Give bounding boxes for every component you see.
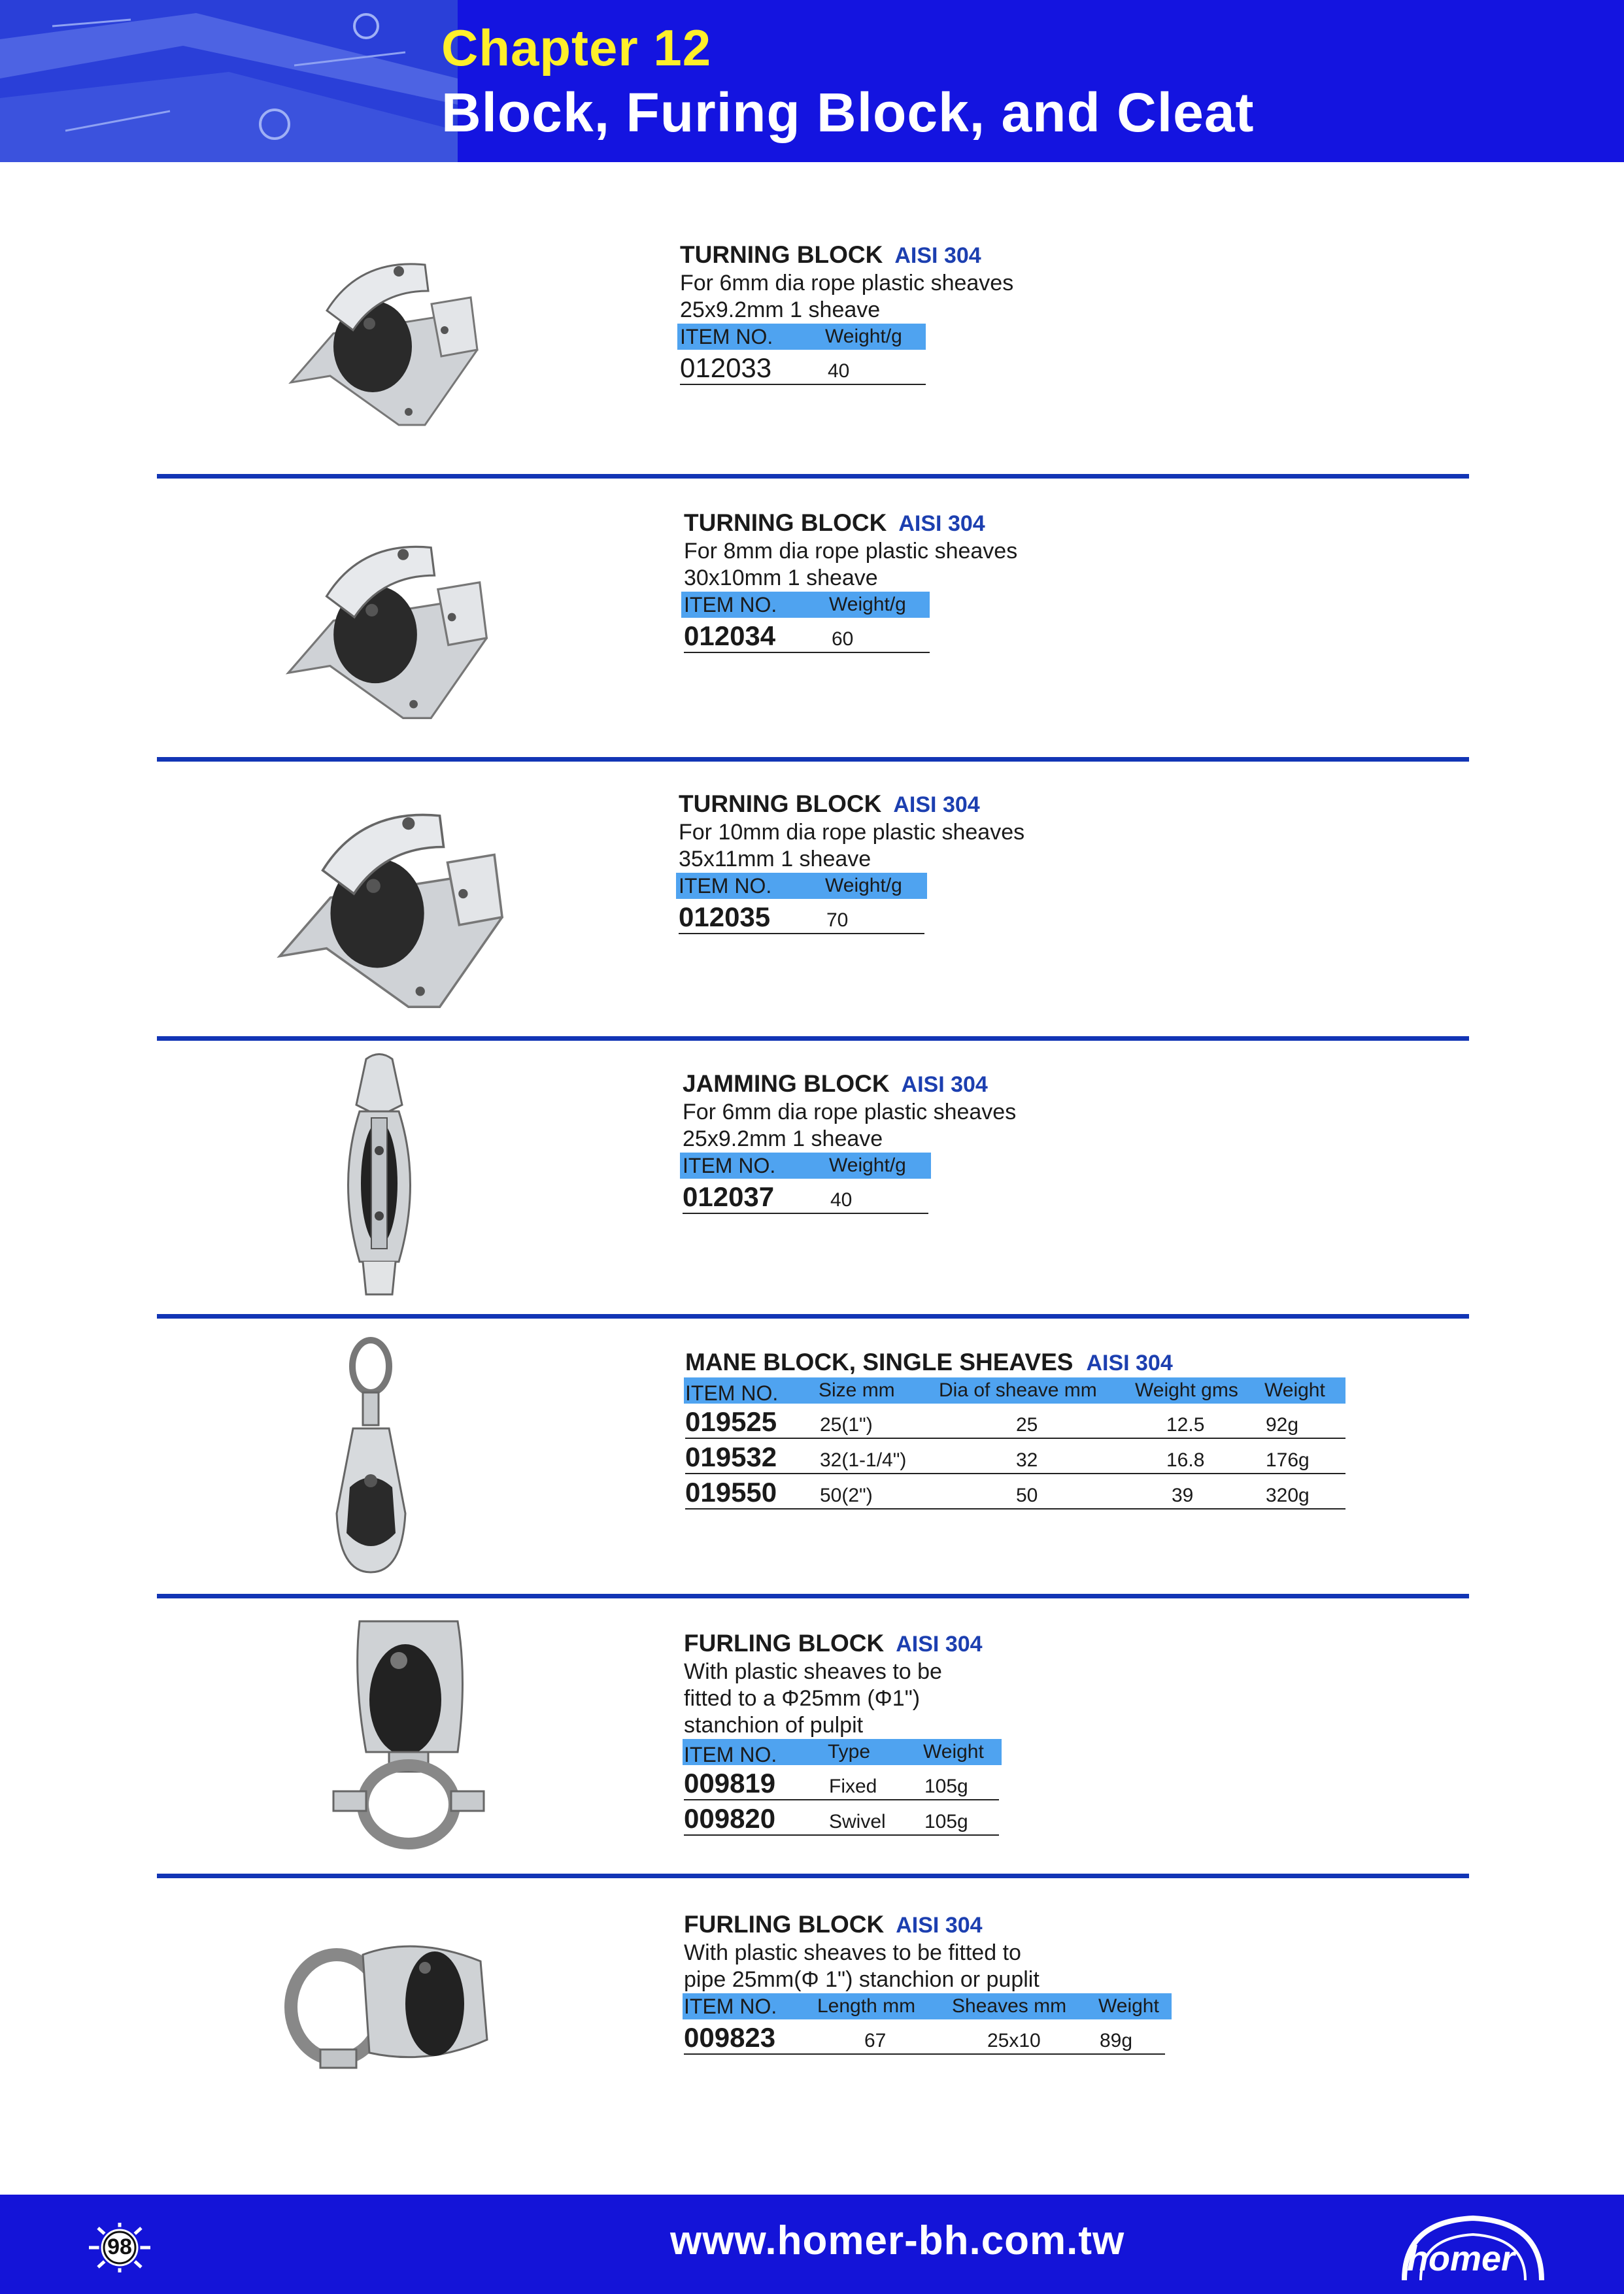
product-description: For 8mm dia rope plastic sheaves [684,539,1018,564]
product-furling-block-pipe [684,1910,1468,2055]
sheave-dia-cell: 50 [1016,1485,1038,1506]
product-description: fitted to a Φ25mm (Φ1") [684,1686,921,1711]
product-title: FURLING BLOCK [684,1911,885,1938]
size-cell: 25(1") [820,1414,873,1436]
table-row [684,2019,1165,2055]
item-number: 019532 [685,1442,777,1472]
material-label: AISI 304 [1086,1351,1173,1375]
material-label: AISI 304 [894,243,981,268]
column-header: Weight/g [829,1155,906,1176]
jamming-block-icon [340,1053,418,1301]
weight-cell: 40 [828,360,850,382]
column-header: ITEM NO. [683,1154,776,1177]
product-title: TURNING BLOCK [679,790,882,817]
turning-block-icon [281,252,484,428]
section-divider [157,757,1469,762]
weight-gms-cell: 39 [1172,1485,1194,1506]
table-row [683,1179,928,1214]
product-description: pipe 25mm(Φ 1") stanchion or puplit [684,1967,1040,1992]
sheave-dia-cell: 25 [1016,1414,1038,1436]
column-header: ITEM NO. [684,1743,777,1766]
chart-drawing-decoration [0,0,458,162]
item-number: 019550 [685,1477,777,1508]
material-label: AISI 304 [898,511,985,536]
website-link[interactable]: www.homer-bh.com.tw [670,2218,1125,2263]
material-label: AISI 304 [896,1632,983,1657]
table-row [684,1800,999,1836]
product-description: With plastic sheaves to be fitted to [684,1940,1021,1965]
product-description: 35x11mm 1 sheave [679,847,871,871]
product-furling-block-stanchion [684,1629,1468,1836]
sheave-dia-cell: 32 [1016,1449,1038,1471]
weight-cell: 40 [830,1189,853,1211]
product-description: 30x10mm 1 sheave [684,565,878,590]
table-header [684,1377,1345,1404]
table-header [681,592,930,618]
product-mane-block [685,1348,1470,1510]
column-header: Type [828,1741,871,1763]
table-header [677,324,926,350]
column-header: Size mm [819,1379,895,1401]
column-header: ITEM NO. [685,1381,779,1405]
column-header: Weight/g [825,326,902,347]
table-header [683,1993,1172,2019]
type-cell: Swivel [829,1811,886,1832]
section-divider [157,1036,1469,1041]
turning-block-icon [268,784,510,1026]
item-number: 012033 [680,352,772,383]
weight-cell: 89g [1100,2030,1133,2051]
length-cell: 67 [864,2030,887,2051]
table-header [676,873,927,899]
section-divider [157,1874,1469,1878]
column-header: Weight gms [1135,1379,1238,1401]
chapter-title: Block, Furing Block, and Cleat [441,82,1255,143]
table-row [680,350,926,385]
column-header: ITEM NO. [684,593,777,616]
column-header: Sheaves mm [952,1995,1067,2017]
product-description: For 6mm dia rope plastic sheaves [683,1100,1017,1124]
column-header: Weight [1098,1995,1159,2017]
item-number: 012035 [679,902,771,932]
item-number: 012037 [683,1181,775,1212]
page-number: 98 [107,2235,132,2259]
column-header: Weight/g [829,594,906,615]
item-number: 019525 [685,1406,777,1437]
product-title: TURNING BLOCK [684,509,887,536]
product-description: For 6mm dia rope plastic sheaves [680,271,1014,295]
column-header: ITEM NO. [680,325,773,348]
pipe-furling-block-icon [284,1929,500,2072]
product-description: stanchion of pulpit [684,1713,864,1738]
column-header: Length mm [817,1995,916,2017]
sheaves-cell: 25x10 [987,2030,1041,2051]
table-row [685,1474,1345,1510]
size-cell: 32(1-1/4") [820,1449,907,1471]
item-number: 009820 [684,1803,776,1834]
column-header: ITEM NO. [684,1995,777,2018]
weight-cell: 320g [1266,1485,1310,1506]
weight-cell: 70 [826,909,849,931]
furling-block-icon [327,1615,490,1853]
table-row [684,1765,999,1800]
section-divider [157,474,1469,479]
column-header: Weight [1264,1379,1325,1401]
product-description: 25x9.2mm 1 sheave [680,297,881,322]
table-header [683,1739,1002,1765]
section-divider [157,1314,1469,1319]
swivel-block-icon [330,1337,412,1579]
product-turning-block-8mm [684,509,1468,653]
weight-cell: 105g [924,1776,968,1797]
column-header: Weight [923,1741,984,1763]
section-divider [157,1594,1469,1598]
weight-gms-cell: 12.5 [1166,1414,1205,1436]
table-row [679,899,924,934]
column-header: Dia of sheave mm [939,1379,1097,1401]
weight-cell: 92g [1266,1414,1299,1436]
column-header: Weight/g [825,875,902,896]
turning-block-icon [278,523,494,732]
material-label: AISI 304 [893,792,980,817]
chapter-number: Chapter 12 [441,19,712,76]
weight-gms-cell: 16.8 [1166,1449,1205,1471]
material-label: AISI 304 [896,1913,983,1938]
item-number: 012034 [684,620,776,651]
weight-cell: 176g [1266,1449,1310,1471]
chapter-header [0,0,1624,162]
table-header [680,1153,931,1179]
product-title: MANE BLOCK, SINGLE SHEAVES [685,1349,1074,1375]
table-row [684,618,930,653]
table-row [685,1439,1345,1474]
product-turning-block-6mm [680,241,1464,385]
product-description: 25x9.2mm 1 sheave [683,1126,883,1151]
product-title: JAMMING BLOCK [683,1070,890,1097]
product-jamming-block [683,1070,1467,1214]
product-turning-block-10mm [679,790,1463,934]
column-header: ITEM NO. [679,874,772,898]
product-title: FURLING BLOCK [684,1630,885,1657]
material-label: AISI 304 [901,1072,988,1097]
product-description: For 10mm dia rope plastic sheaves [679,820,1025,845]
size-cell: 50(2") [820,1485,873,1506]
product-description: With plastic sheaves to be [684,1659,942,1684]
table-row [685,1404,1345,1439]
weight-cell: 105g [924,1811,968,1832]
item-number: 009823 [684,2022,776,2053]
brand-logo-text: homer [1407,2239,1515,2278]
product-title: TURNING BLOCK [680,241,883,268]
item-number: 009819 [684,1768,776,1798]
type-cell: Fixed [829,1776,877,1797]
weight-cell: 60 [832,628,854,650]
